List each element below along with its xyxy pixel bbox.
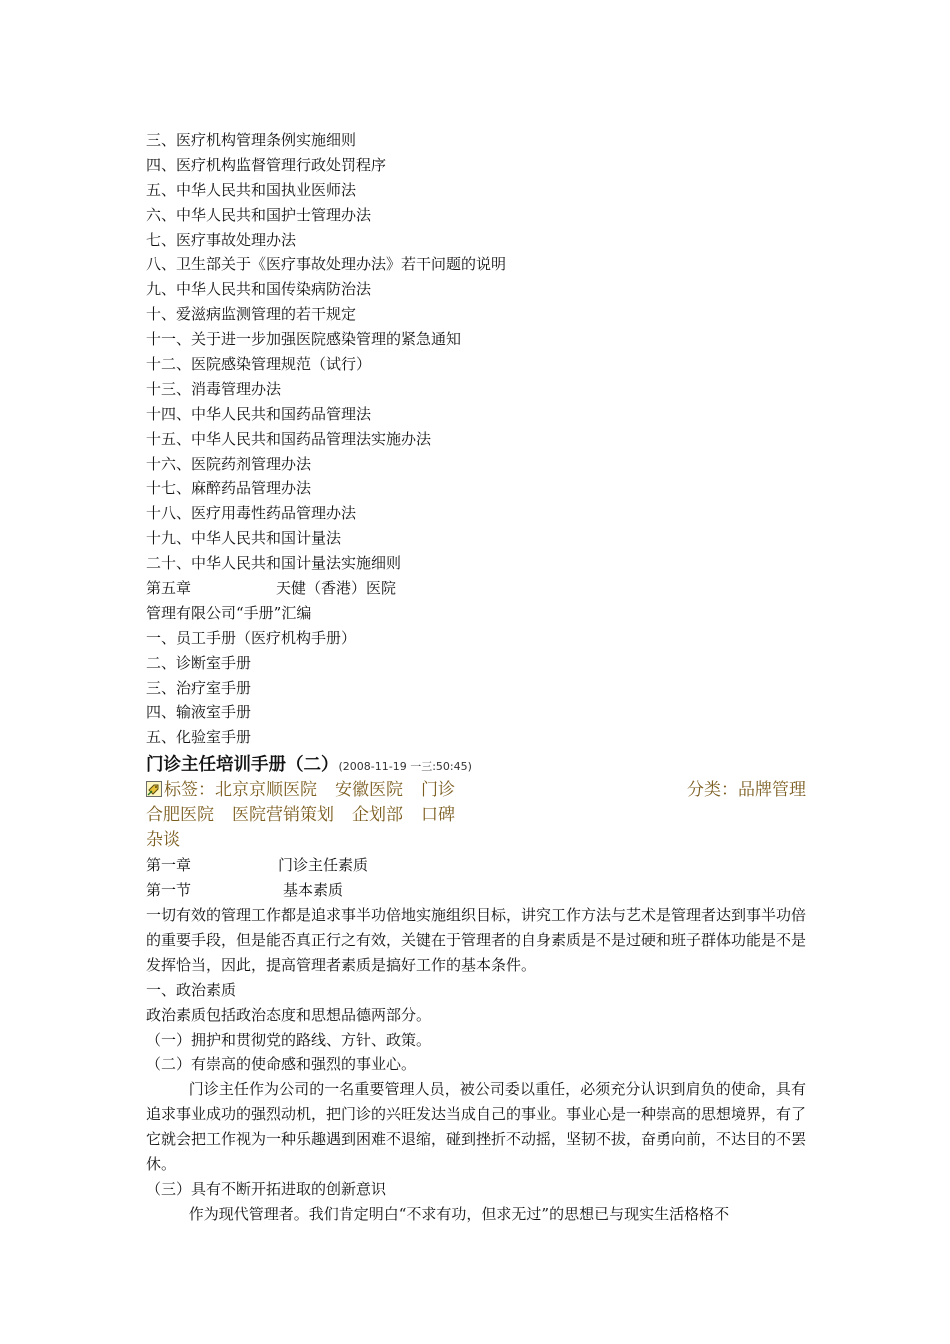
tag-link[interactable]: 合肥医院 — [146, 805, 214, 826]
list-item: （二）有崇高的使命感和强烈的事业心。 — [146, 1055, 417, 1074]
toc-item: 十一、关于进一步加强医院感染管理的紧急通知 — [146, 330, 462, 349]
section1-label: 第一节 — [146, 881, 192, 900]
post-category — [687, 778, 806, 803]
manual-item: 一、员工手册（医疗机构手册） — [146, 628, 357, 647]
toc-item: 六、中华人民共和国护士管理办法 — [146, 205, 372, 224]
toc-item: 十七、麻醉药品管理办法 — [146, 479, 312, 498]
manual-item: 二、诊断室手册 — [146, 653, 252, 672]
paragraph: 政治素质包括政治态度和思想品德两部分。 — [146, 1005, 432, 1024]
manual-item: 五、化验室手册 — [146, 728, 252, 747]
tag-link[interactable]: 杂谈 — [146, 830, 180, 851]
list-item: （三）具有不断开拓进取的创新意识 — [146, 1179, 387, 1198]
toc-item: 九、中华人民共和国传染病防治法 — [146, 280, 372, 299]
category-link[interactable]: 品牌管理 — [738, 780, 806, 801]
tag-link[interactable]: 北京京顺医院 — [215, 780, 317, 801]
toc-item: 五、中华人民共和国执业医师法 — [146, 180, 357, 199]
post-meta — [146, 778, 810, 853]
chapter5-title: 天健（香港）医院 — [276, 579, 397, 598]
toc-item: 十三、消毒管理办法 — [146, 379, 282, 398]
chapter5-title-cont: 管理有限公司“手册”汇编 — [146, 603, 312, 622]
intro-paragraph: 一切有效的管理工作都是追求事半功倍地实施组织目标，讲究工作方法与艺术是管理者达到事半功倍的重要手段，但是能否真正行之有效，关键在于管理者的自身素质是不是过硬和班子群体功能是不是发挥恰当，因此，提高管理者素质是搞好工作的基本条件。 — [146, 906, 807, 974]
manual-list — [146, 626, 810, 750]
post-title: 门诊主任培训手册（二） — [146, 755, 339, 776]
document — [146, 128, 810, 1227]
manual-item: 四、输液室手册 — [146, 703, 252, 722]
toc-item: 十六、医院药剂管理办法 — [146, 454, 312, 473]
tags-label: 标签： — [164, 780, 215, 801]
chapter1-title: 门诊主任素质 — [278, 856, 369, 875]
toc-item: 十四、中华人民共和国药品管理法 — [146, 404, 372, 423]
chapter1-heading — [146, 853, 810, 878]
toc-item: 十八、医疗用毒性药品管理办法 — [146, 504, 357, 523]
chapter1-label: 第一章 — [146, 856, 192, 875]
chapter5-label: 第五章 — [146, 579, 192, 598]
post-title-row — [146, 752, 810, 778]
category-label: 分类： — [687, 780, 738, 801]
paragraph: 门诊主任作为公司的一名重要管理人员，被公司委以重任，必须充分认识到肩负的使命，具有追求事业成功的强烈动机，把门诊的兴旺发达当成自己的事业。事业心是一种崇高的思想境界，有了它就会把工作视为一种乐趣遇到困难不退缩，碰到挫折不动摇，坚韧不拔，奋勇向前，不达目的不罢休。 — [146, 1080, 807, 1174]
toc-item: 十五、中华人民共和国药品管理法实施办法 — [146, 429, 432, 448]
toc-item: 二十、中华人民共和国计量法实施细则 — [146, 554, 402, 573]
section1-title: 基本素质 — [283, 881, 344, 900]
toc-item: 三、医疗机构管理条例实施细则 — [146, 131, 357, 149]
tag-link[interactable]: 企划部 — [352, 805, 403, 826]
toc-item: 四、医疗机构监督管理行政处罚程序 — [146, 155, 387, 174]
toc-item: 十、爱滋病监测管理的若干规定 — [146, 305, 357, 324]
tag-icon — [146, 780, 162, 796]
toc-item: 十九、中华人民共和国计量法 — [146, 529, 342, 548]
paragraph: 作为现代管理者。我们肯定明白“不求有功，但求无过”的思想已与现实生活格格不 — [188, 1204, 730, 1223]
post-date: (2008-11-19 一三:50:45) — [338, 760, 472, 774]
section1-heading — [146, 878, 810, 903]
toc-item: 七、医疗事故处理办法 — [146, 230, 297, 249]
chapter5-heading — [146, 576, 810, 601]
tag-link[interactable]: 医院营销策划 — [232, 805, 334, 826]
toc-item: 八、卫生部关于《医疗事故处理办法》若干问题的说明 — [146, 255, 507, 274]
heading-political: 一、政治素质 — [146, 980, 237, 999]
tag-link[interactable]: 门诊 — [421, 780, 455, 801]
manual-item: 三、治疗室手册 — [146, 678, 252, 697]
tag-link[interactable]: 口碑 — [421, 805, 455, 826]
tag-link[interactable]: 安徽医院 — [335, 780, 403, 801]
list-item: （一）拥护和贯彻党的路线、方针、政策。 — [146, 1030, 432, 1049]
toc-item: 十二、医院感染管理规范（试行） — [146, 355, 372, 374]
toc-list — [146, 128, 810, 576]
